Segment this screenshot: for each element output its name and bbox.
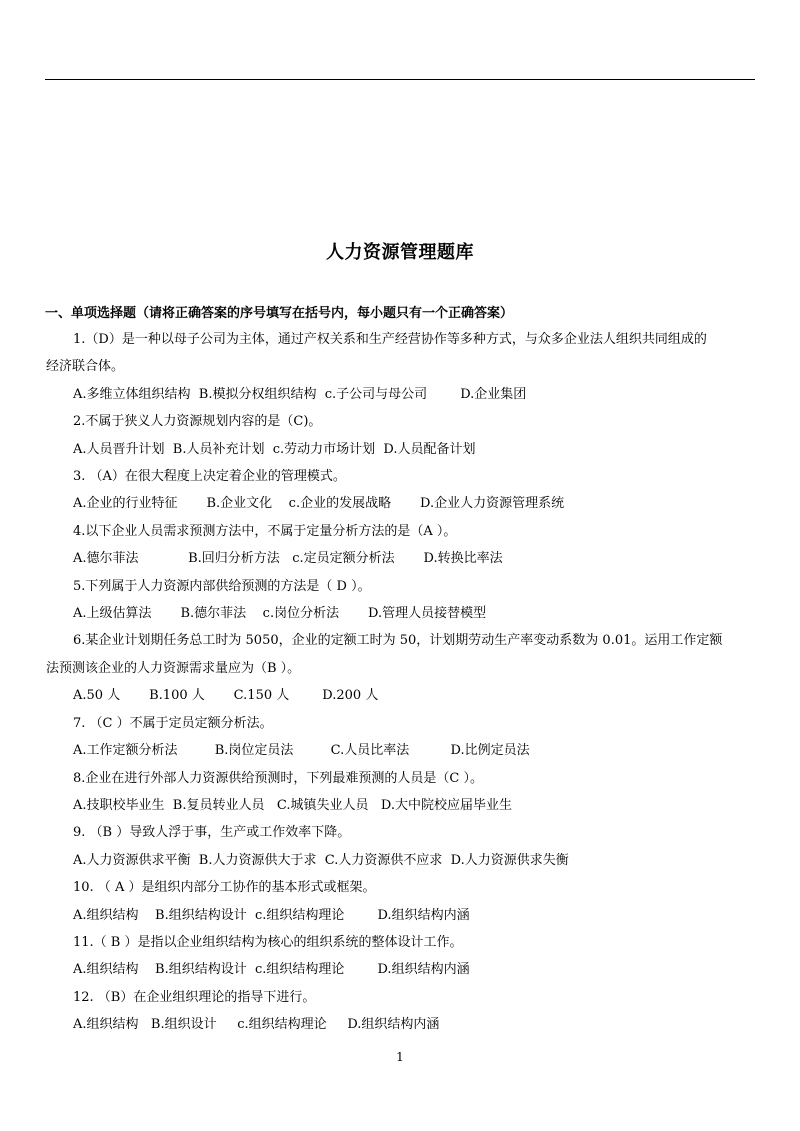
question-4 xyxy=(73,518,757,573)
question-5 xyxy=(73,573,757,628)
question-stem-continued: 经济联合体。 xyxy=(46,359,125,375)
question-stem: 6.某企业计划期任务总工时为 5050，企业的定额工时为 50，计划期劳动生产率变动系数为 0.01。运用工作定额 xyxy=(73,633,723,649)
question-stem: 8.企业在进行外部人力资源供给预测时，下列最难预测的人员是（C ）。 xyxy=(73,770,483,786)
question-stem: 3. （A）在很大程度上决定着企业的管理模式。 xyxy=(73,469,346,485)
question-options: A.组织结构 B.组织结构设计 c.组织结构理论 D.组织结构内涵 xyxy=(73,907,470,923)
page-number: 1 xyxy=(396,1050,404,1064)
question-options: A.技职校毕业生 B.复员转业人员 C.城镇失业人员 D.大中院校应届毕业生 xyxy=(73,797,512,813)
question-stem: 5.下列属于人力资源内部供给预测的方法是（ D ）。 xyxy=(73,578,371,594)
question-stem: 10. （ A ）是组织内部分工协作的基本形式或框架。 xyxy=(73,880,376,896)
question-stem: 1.（D）是一种以母子公司为主体，通过产权关系和生产经营协作等多种方式，与众多企业法人组织共同组成的 xyxy=(73,332,707,347)
question-stem: 2.不属于狭义人力资源规划内容的是（C)。 xyxy=(73,414,322,430)
question-stem: 9. （B ）导致人浮于事，生产或工作效率下降。 xyxy=(73,825,351,841)
question-options: A.组织结构 B.组织结构设计 c.组织结构理论 D.组织结构内涵 xyxy=(73,962,470,978)
question-3 xyxy=(73,463,757,518)
question-9 xyxy=(73,819,757,874)
question-12 xyxy=(73,984,757,1039)
question-list xyxy=(46,326,757,1039)
question-6 xyxy=(46,627,757,709)
question-stem: 11.（ B ）是指以企业组织结构为核心的组织系统的整体设计工作。 xyxy=(73,934,463,950)
question-2 xyxy=(73,408,757,463)
question-options: A.企业的行业特征 B.企业文化 c.企业的发展战略 D.企业人力资源管理系统 xyxy=(73,496,565,512)
question-7 xyxy=(73,710,757,765)
question-options: A.德尔菲法 B.回归分析方法 c.定员定额分析法 D.转换比率法 xyxy=(73,551,503,567)
question-stem: 7. （C ）不属于定员定额分析法。 xyxy=(73,715,273,731)
question-10 xyxy=(73,874,757,929)
question-options: A.组织结构 B.组织设计 c.组织结构理论 D.组织结构内涵 xyxy=(73,1017,440,1033)
question-options: A.人员晋升计划 B.人员补充计划 c.劳动力市场计划 D.人员配备计划 xyxy=(73,441,476,457)
question-options: A.人力资源供求平衡 B.人力资源供大于求 C.人力资源供不应求 D.人力资源供求失衡 xyxy=(73,852,569,868)
question-1 xyxy=(46,326,757,408)
question-options: A.上级估算法 B.德尔菲法 c.岗位分析法 D.管理人员接替模型 xyxy=(73,606,487,622)
header-rule xyxy=(45,79,755,80)
question-options: A.50 人 B.100 人 C.150 人 D.200 人 xyxy=(73,688,379,704)
page-title: 人力资源管理题库 xyxy=(326,242,474,263)
question-options: A.工作定额分析法 B.岗位定员法 C.人员比率法 D.比例定员法 xyxy=(73,743,530,759)
question-stem: 4.以下企业人员需求预测方法中，不属于定量分析方法的是（A ）。 xyxy=(73,523,457,539)
section-heading: 一、单项选择题（请将正确答案的序号填写在括号内，每小题只有一个正确答案） xyxy=(45,306,514,321)
question-11 xyxy=(73,929,757,984)
question-stem: 12. （B）在企业组织理论的指导下进行。 xyxy=(73,989,316,1005)
question-stem-continued: 法预测该企业的人力资源需求量应为（B ）。 xyxy=(46,660,301,676)
question-options: A.多维立体组织结构 B.模拟分权组织结构 c.子公司与母公司 D.企业集团 xyxy=(73,386,527,402)
question-8 xyxy=(73,765,757,820)
